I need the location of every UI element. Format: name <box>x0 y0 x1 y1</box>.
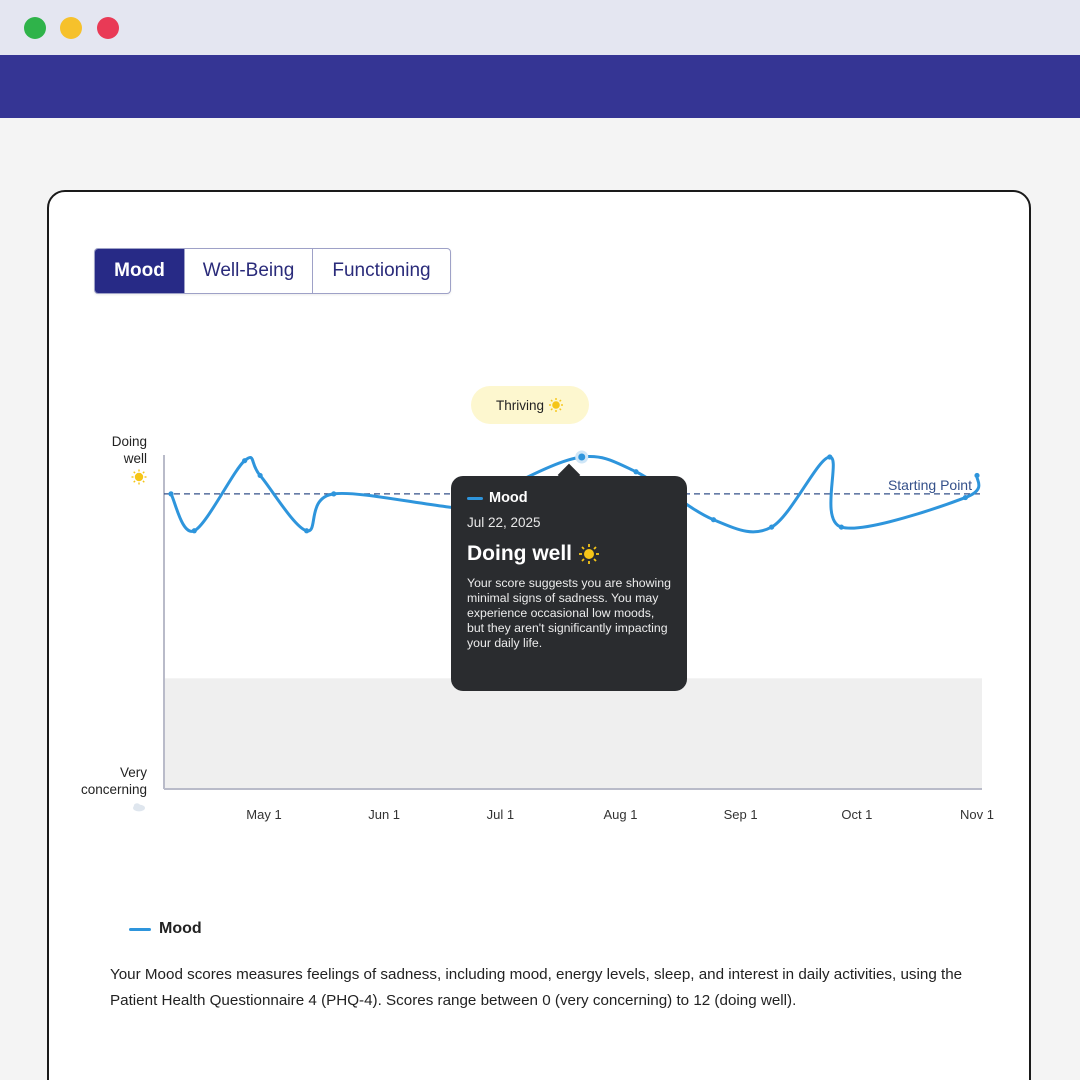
y-top-label-line1: Doing <box>111 434 147 449</box>
mood-chart-card <box>47 190 1031 1080</box>
tooltip-series-swatch <box>467 497 483 500</box>
tooltip-series <box>467 490 671 506</box>
x-tick-label: Sep 1 <box>723 807 758 822</box>
mood-data-point[interactable] <box>711 517 716 522</box>
sun-icon <box>132 470 147 485</box>
x-tick-label: Aug 1 <box>603 807 638 822</box>
legend-label: Mood <box>159 920 202 937</box>
app-header-bar <box>0 55 1080 118</box>
mood-data-point[interactable] <box>633 469 638 474</box>
chart-legend <box>129 920 202 938</box>
tooltip-date: Jul 22, 2025 <box>467 515 541 530</box>
x-tick-label: Nov 1 <box>960 807 994 822</box>
mood-data-point[interactable] <box>827 454 832 459</box>
x-tick-label: Jul 1 <box>486 807 515 822</box>
window-maximize-button[interactable] <box>97 17 119 39</box>
sun-icon <box>548 397 564 413</box>
browser-titlebar <box>0 0 1080 55</box>
sun-icon <box>578 543 600 565</box>
tab-mood[interactable]: Mood <box>95 249 184 293</box>
mood-data-point[interactable] <box>304 528 309 533</box>
mood-data-point[interactable] <box>577 452 587 462</box>
x-tick-labels <box>246 807 994 822</box>
mood-data-point[interactable] <box>839 524 844 529</box>
x-tick-label: Jun 1 <box>368 807 401 822</box>
legend-swatch <box>129 928 151 931</box>
mood-description: Your Mood scores measures feelings of sadness, including mood, energy levels, sleep, and interest in daily activities, using the Patient Health Questionnaire 4 (PHQ-4). Scores range between 0 (very concerning) to 12 (doing well). <box>110 966 963 1009</box>
y-bottom-label-line2: concerning <box>80 782 147 797</box>
tooltip-title-row <box>467 542 671 566</box>
x-tick-label: Oct 1 <box>841 807 873 822</box>
window-minimize-button[interactable] <box>60 17 82 39</box>
tab-functioning[interactable]: Functioning <box>312 249 450 293</box>
mood-data-point[interactable] <box>331 491 336 496</box>
data-point-tooltip <box>451 476 687 691</box>
tooltip-title: Doing well <box>467 542 572 565</box>
mood-data-point[interactable] <box>769 524 774 529</box>
concerning-band <box>164 678 982 789</box>
thriving-label: Thriving <box>495 397 544 413</box>
mood-data-point[interactable] <box>192 528 197 533</box>
cloud-icon <box>133 803 145 811</box>
mood-data-point[interactable] <box>963 495 968 500</box>
mood-data-point[interactable] <box>974 473 979 478</box>
window-close-button[interactable] <box>24 17 46 39</box>
tab-well-being[interactable]: Well-Being <box>184 249 312 293</box>
mood-data-point[interactable] <box>258 473 263 478</box>
mood-data-point[interactable] <box>242 458 247 463</box>
x-tick-label: May 1 <box>246 807 282 822</box>
tooltip-series-label: Mood <box>489 490 528 506</box>
mood-data-point[interactable] <box>168 491 173 496</box>
y-top-label-line2: well <box>123 451 147 466</box>
starting-point-label: Starting Point <box>887 476 972 493</box>
y-bottom-label-line1: Very <box>119 765 147 780</box>
thriving-badge <box>471 386 589 424</box>
tooltip-description: Your score suggests you are showing minimal signs of sadness. You may experience occasional low moods, but they aren't significantly impacting your daily life. <box>467 576 671 650</box>
